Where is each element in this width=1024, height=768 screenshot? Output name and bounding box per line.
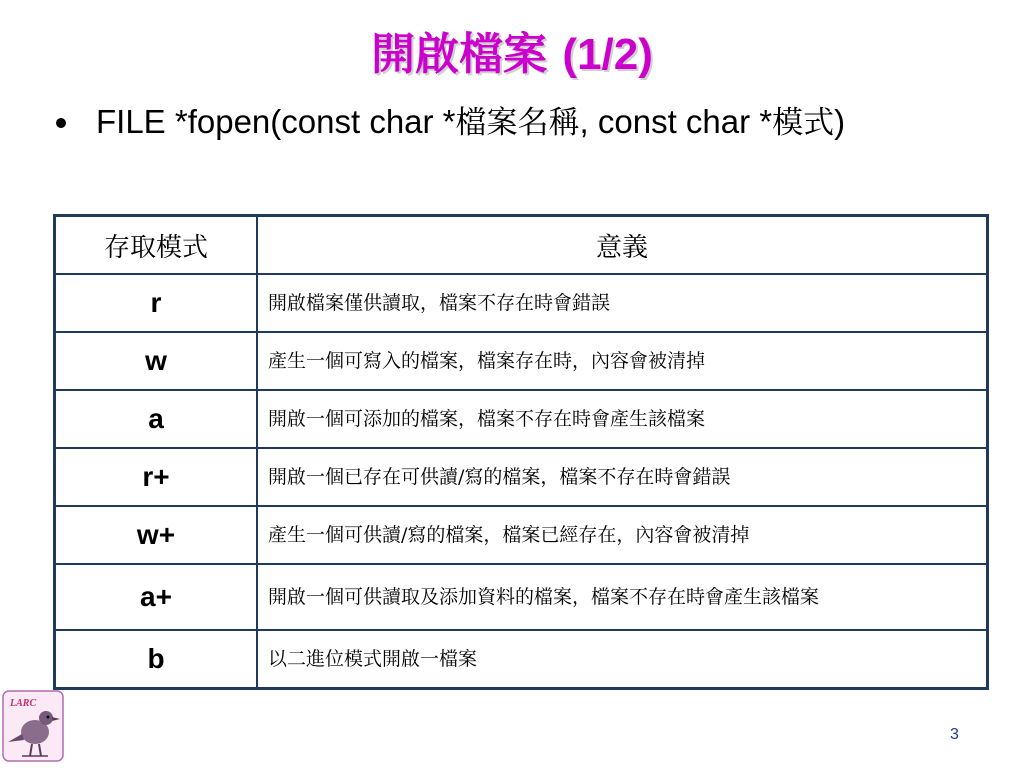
table-row	[55, 390, 988, 448]
bullet-part-4: 模式	[772, 105, 835, 141]
table-row	[55, 564, 988, 630]
table-row	[55, 630, 988, 689]
table-header-row	[55, 216, 988, 275]
header-meaning: 意義	[257, 216, 988, 275]
bullet-part-5: )	[834, 103, 846, 140]
bullet-text	[96, 100, 976, 145]
table-row	[55, 448, 988, 506]
mode-cell: r	[55, 274, 258, 332]
meaning-cell: 開啟一個可添加的檔案，檔案不存在時會產生該檔案	[257, 390, 988, 448]
header-mode: 存取模式	[55, 216, 258, 275]
bullet-item	[56, 100, 976, 145]
lark-logo-icon	[2, 690, 64, 762]
slide-title-suffix: (1/2)	[562, 30, 653, 79]
mode-cell: a	[55, 390, 258, 448]
meaning-cell: 產生一個可供讀/寫的檔案，檔案已經存在，內容會被清掉	[257, 506, 988, 564]
page-number: 3	[950, 726, 959, 743]
mode-cell: r+	[55, 448, 258, 506]
slide-title-text: 開啟檔案	[371, 29, 548, 80]
bullet-part-3: , const char *	[579, 103, 773, 140]
meaning-cell: 開啟一個已存在可供讀/寫的檔案，檔案不存在時會錯誤	[257, 448, 988, 506]
mode-cell: w	[55, 332, 258, 390]
mode-cell: w+	[55, 506, 258, 564]
meaning-cell: 開啟檔案僅供讀取，檔案不存在時會錯誤	[257, 274, 988, 332]
bullet-dot-icon	[56, 118, 66, 128]
meaning-cell: 產生一個可寫入的檔案，檔案存在時，內容會被清掉	[257, 332, 988, 390]
table-row	[55, 332, 988, 390]
table-row	[55, 274, 988, 332]
slide-title	[0, 18, 1024, 82]
table-row	[55, 506, 988, 564]
logo-text: LARC	[10, 698, 37, 709]
mode-cell: b	[55, 630, 258, 689]
mode-cell: a+	[55, 564, 258, 630]
meaning-cell: 以二進位模式開啟一檔案	[257, 630, 988, 689]
bullet-part-1: FILE *fopen(const char *	[96, 103, 456, 140]
meaning-cell: 開啟一個可供讀取及添加資料的檔案，檔案不存在時會產生該檔案	[257, 564, 988, 630]
mode-table	[53, 214, 989, 690]
bullet-part-2: 檔案名稱	[455, 105, 580, 141]
